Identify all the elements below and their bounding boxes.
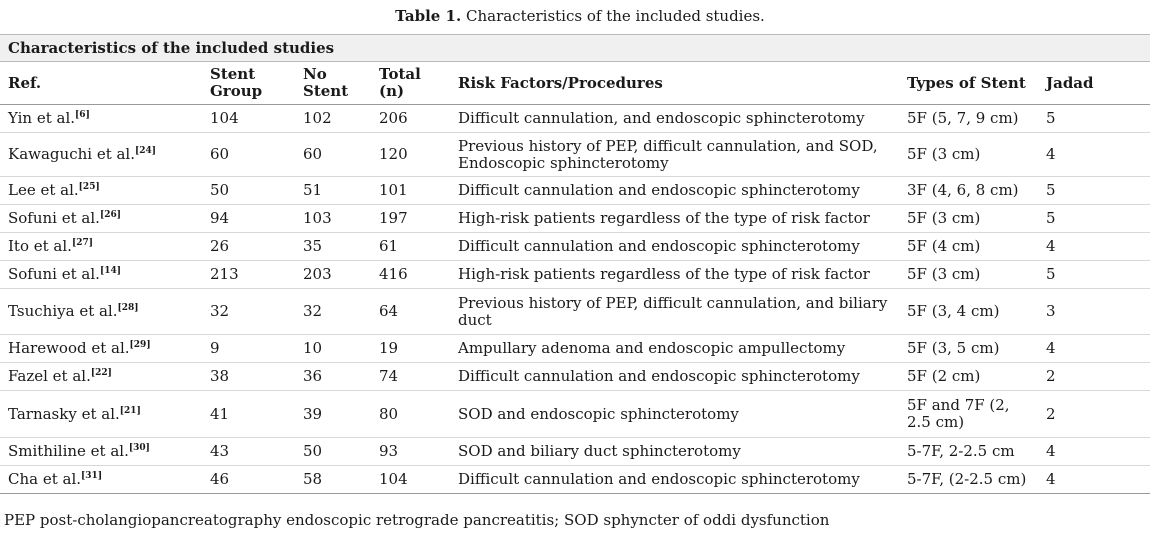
stent-type-cell: 5F (5, 7, 9 cm) (899, 105, 1038, 133)
no-stent-cell: 60 (295, 133, 371, 177)
ref-name: Cha et al. (8, 470, 82, 488)
jadad-cell: 2 (1038, 363, 1150, 391)
ref-cell (0, 105, 202, 133)
table-row (0, 466, 1150, 494)
stent-group-cell: 41 (202, 391, 295, 438)
stent-type-cell: 5F (3 cm) (899, 261, 1038, 289)
stent-group-cell: 50 (202, 177, 295, 205)
risk-factors-cell: High-risk patients regardless of the type of risk factor (450, 205, 899, 233)
ref-name: Lee et al. (8, 181, 79, 199)
stent-group-cell: 32 (202, 289, 295, 335)
jadad-cell: 4 (1038, 438, 1150, 466)
table-row (0, 289, 1150, 335)
total-cell: 80 (371, 391, 450, 438)
stent-type-cell: 3F (4, 6, 8 cm) (899, 177, 1038, 205)
risk-factors-cell: Previous history of PEP, difficult cannulation, and SOD, Endoscopic sphincterotomy (450, 133, 899, 177)
citation-number: [14] (99, 266, 121, 276)
risk-factors-cell: Difficult cannulation and endoscopic sphincterotomy (450, 177, 899, 205)
stent-type-cell: 5F (2 cm) (899, 363, 1038, 391)
stent-type-cell: 5F (3, 5 cm) (899, 335, 1038, 363)
jadad-cell: 5 (1038, 205, 1150, 233)
no-stent-cell: 50 (295, 438, 371, 466)
citation-number: [25] (78, 182, 100, 192)
risk-factors-cell: Difficult cannulation and endoscopic sphincterotomy (450, 363, 899, 391)
ref-name: Smithiline et al. (8, 442, 129, 460)
jadad-cell: 5 (1038, 261, 1150, 289)
column-header-no-stent: No Stent (295, 62, 371, 105)
stent-type-cell: 5F (3 cm) (899, 205, 1038, 233)
risk-factors-cell: SOD and biliary duct sphincterotomy (450, 438, 899, 466)
no-stent-cell: 203 (295, 261, 371, 289)
stent-type-cell: 5-7F, (2-2.5 cm) (899, 466, 1038, 494)
citation-number: [6] (75, 110, 90, 120)
ref-cell (0, 261, 202, 289)
table-title: Characteristics of the included studies (0, 35, 1150, 62)
ref-cell (0, 233, 202, 261)
citation-number: [30] (128, 443, 150, 453)
ref-cell (0, 335, 202, 363)
ref-name: Tsuchiya et al. (8, 302, 118, 320)
column-header-types-of-stent: Types of Stent (899, 62, 1038, 105)
total-cell: 101 (371, 177, 450, 205)
table-caption-text: Characteristics of the included studies. (461, 7, 765, 25)
ref-cell (0, 205, 202, 233)
ref-cell (0, 133, 202, 177)
jadad-cell: 5 (1038, 177, 1150, 205)
no-stent-cell: 103 (295, 205, 371, 233)
ref-name: Fazel et al. (8, 367, 91, 385)
ref-cell (0, 391, 202, 438)
table-row (0, 105, 1150, 133)
jadad-cell: 4 (1038, 466, 1150, 494)
risk-factors-cell: Previous history of PEP, difficult cannulation, and biliary duct (450, 289, 899, 335)
no-stent-cell: 102 (295, 105, 371, 133)
citation-number: [31] (81, 471, 103, 481)
stent-group-cell: 213 (202, 261, 295, 289)
jadad-cell: 2 (1038, 391, 1150, 438)
ref-cell (0, 466, 202, 494)
ref-cell (0, 177, 202, 205)
total-cell: 206 (371, 105, 450, 133)
jadad-cell: 4 (1038, 335, 1150, 363)
citation-number: [26] (99, 210, 121, 220)
table-row (0, 205, 1150, 233)
column-header-total: Total (n) (371, 62, 450, 105)
table-caption (0, 6, 1160, 26)
risk-factors-cell: High-risk patients regardless of the type of risk factor (450, 261, 899, 289)
column-header-ref: Ref. (0, 62, 202, 105)
jadad-cell: 4 (1038, 133, 1150, 177)
citation-number: [27] (71, 238, 93, 248)
table-row (0, 335, 1150, 363)
stent-group-cell: 94 (202, 205, 295, 233)
stent-group-cell: 43 (202, 438, 295, 466)
no-stent-cell: 39 (295, 391, 371, 438)
column-header-jadad: Jadad (1038, 62, 1150, 105)
column-header-stent-group: Stent Group (202, 62, 295, 105)
table-body (0, 105, 1150, 494)
jadad-cell: 4 (1038, 233, 1150, 261)
total-cell: 61 (371, 233, 450, 261)
total-cell: 197 (371, 205, 450, 233)
stent-group-cell: 26 (202, 233, 295, 261)
total-cell: 74 (371, 363, 450, 391)
table-row (0, 391, 1150, 438)
total-cell: 120 (371, 133, 450, 177)
no-stent-cell: 36 (295, 363, 371, 391)
total-cell: 104 (371, 466, 450, 494)
ref-name: Sofuni et al. (8, 209, 100, 227)
ref-name: Tarnasky et al. (8, 404, 120, 423)
total-cell: 416 (371, 261, 450, 289)
citation-number: [24] (135, 146, 157, 156)
stent-type-cell: 5F (3, 4 cm) (899, 289, 1038, 335)
stent-group-cell: 38 (202, 363, 295, 391)
table-row (0, 233, 1150, 261)
stent-type-cell: 5-7F, 2-2.5 cm (899, 438, 1038, 466)
no-stent-cell: 35 (295, 233, 371, 261)
risk-factors-cell: SOD and endoscopic sphincterotomy (450, 391, 899, 438)
ref-cell (0, 363, 202, 391)
ref-name: Ito et al. (8, 237, 72, 255)
table-row (0, 133, 1150, 177)
stent-group-cell: 46 (202, 466, 295, 494)
stent-type-cell: 5F and 7F (2, 2.5 cm) (899, 391, 1038, 438)
characteristics-table (0, 34, 1150, 494)
stent-group-cell: 9 (202, 335, 295, 363)
total-cell: 64 (371, 289, 450, 335)
stent-type-cell: 5F (4 cm) (899, 233, 1038, 261)
citation-number: [22] (90, 368, 112, 378)
risk-factors-cell: Difficult cannulation and endoscopic sphincterotomy (450, 466, 899, 494)
no-stent-cell: 51 (295, 177, 371, 205)
risk-factors-cell: Difficult cannulation, and endoscopic sphincterotomy (450, 105, 899, 133)
no-stent-cell: 10 (295, 335, 371, 363)
table-caption-label: Table 1. (395, 7, 462, 25)
table-row (0, 438, 1150, 466)
jadad-cell: 3 (1038, 289, 1150, 335)
ref-cell (0, 438, 202, 466)
stent-group-cell: 104 (202, 105, 295, 133)
ref-name: Sofuni et al. (8, 265, 100, 283)
stent-type-cell: 5F (3 cm) (899, 133, 1038, 177)
citation-number: [29] (129, 340, 151, 350)
risk-factors-cell: Ampullary adenoma and endoscopic ampullectomy (450, 335, 899, 363)
no-stent-cell: 32 (295, 289, 371, 335)
stent-group-cell: 60 (202, 133, 295, 177)
column-header-risk-factors: Risk Factors/Procedures (450, 62, 899, 105)
jadad-cell: 5 (1038, 105, 1150, 133)
table-row (0, 363, 1150, 391)
total-cell: 19 (371, 335, 450, 363)
citation-number: [21] (119, 405, 141, 416)
table-footnote: PEP post-cholangiopancreatography endoscopic retrograde pancreatitis; SOD sphyncter of oddi dysfunction (4, 511, 830, 529)
total-cell: 93 (371, 438, 450, 466)
table-row (0, 261, 1150, 289)
ref-name: Kawaguchi et al. (8, 145, 136, 163)
table-row (0, 177, 1150, 205)
no-stent-cell: 58 (295, 466, 371, 494)
ref-name: Harewood et al. (8, 339, 130, 357)
ref-cell (0, 289, 202, 335)
citation-number: [28] (117, 303, 139, 313)
risk-factors-cell: Difficult cannulation and endoscopic sphincterotomy (450, 233, 899, 261)
ref-name: Yin et al. (8, 109, 76, 127)
